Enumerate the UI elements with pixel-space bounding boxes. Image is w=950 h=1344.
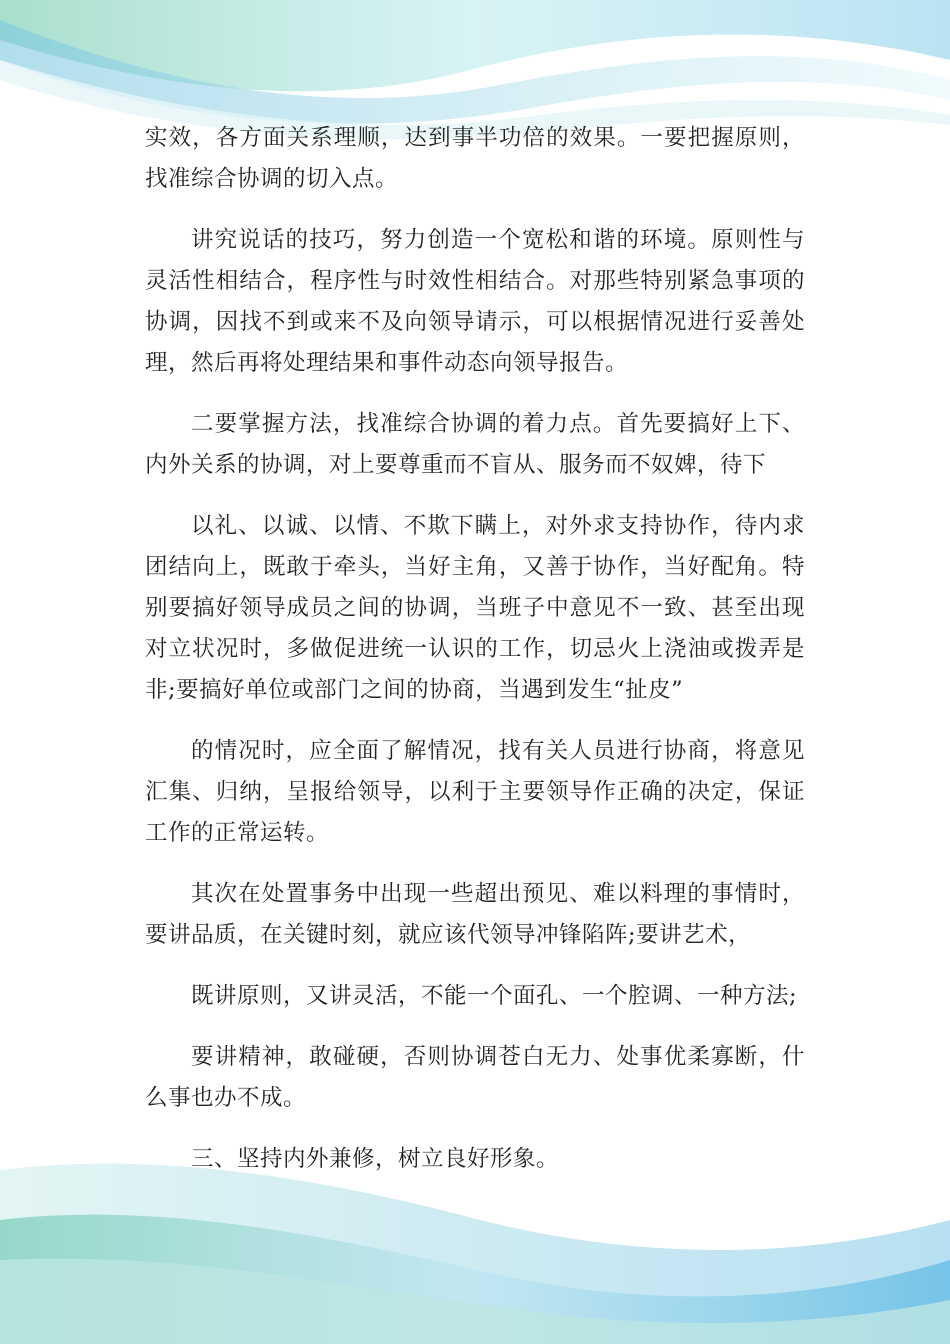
- paragraph-7: 既讲原则，又讲灵活，不能一个面孔、一个腔调、一种方法;: [191, 983, 798, 1009]
- paragraph-6: 其次在处置事务中出现一些超出预见、难以料理的事情时，要讲品质，在关键时刻，就应该代领导冲锋陷阵;要讲艺术，: [145, 881, 805, 948]
- paragraph-4: 以礼、以诚、以情、不欺下瞒上，对外求支持协作，待内求团结向上，既敢于牵头，当好主角，又善于协作，当好配角。特别要搞好领导成员之间的协调，当班子中意见不一致、甚至出现对立状况时，多做促进统一认识的工作，切忌火上浇油或拨弄是非;要搞好单位或部门之间的协商，当遇到发生“扯皮”: [145, 513, 805, 703]
- paragraph-1: 实效，各方面关系理顺，达到事半功倍的效果。一要把握原则，找准综合协调的切入点。: [145, 125, 805, 192]
- paragraph-3: 二要掌握方法，找准综合协调的着力点。首先要搞好上下、内外关系的协调，对上要尊重而不盲从、服务而不奴婢，待下: [145, 411, 805, 478]
- paragraph-8: 要讲精神，敢碰硬，否则协调苍白无力、处事优柔寡断，什么事也办不成。: [145, 1044, 805, 1111]
- paragraph-5: 的情况时，应全面了解情况，找有关人员进行协商，将意见汇集、归纳，呈报给领导，以利于主要领导作正确的决定，保证工作的正常运转。: [145, 738, 805, 846]
- paragraph-2: 讲究说话的技巧，努力创造一个宽松和谐的环境。原则性与灵活性相结合，程序性与时效性相结合。对那些特别紧急事项的协调，因找不到或来不及向领导请示，可以根据情况进行妥善处理，然后再将处理结果和事件动态向领导报告。: [145, 227, 805, 376]
- paragraph-9: 三、坚持内外兼修，树立良好形象。: [191, 1146, 560, 1172]
- document-body: [145, 118, 805, 1180]
